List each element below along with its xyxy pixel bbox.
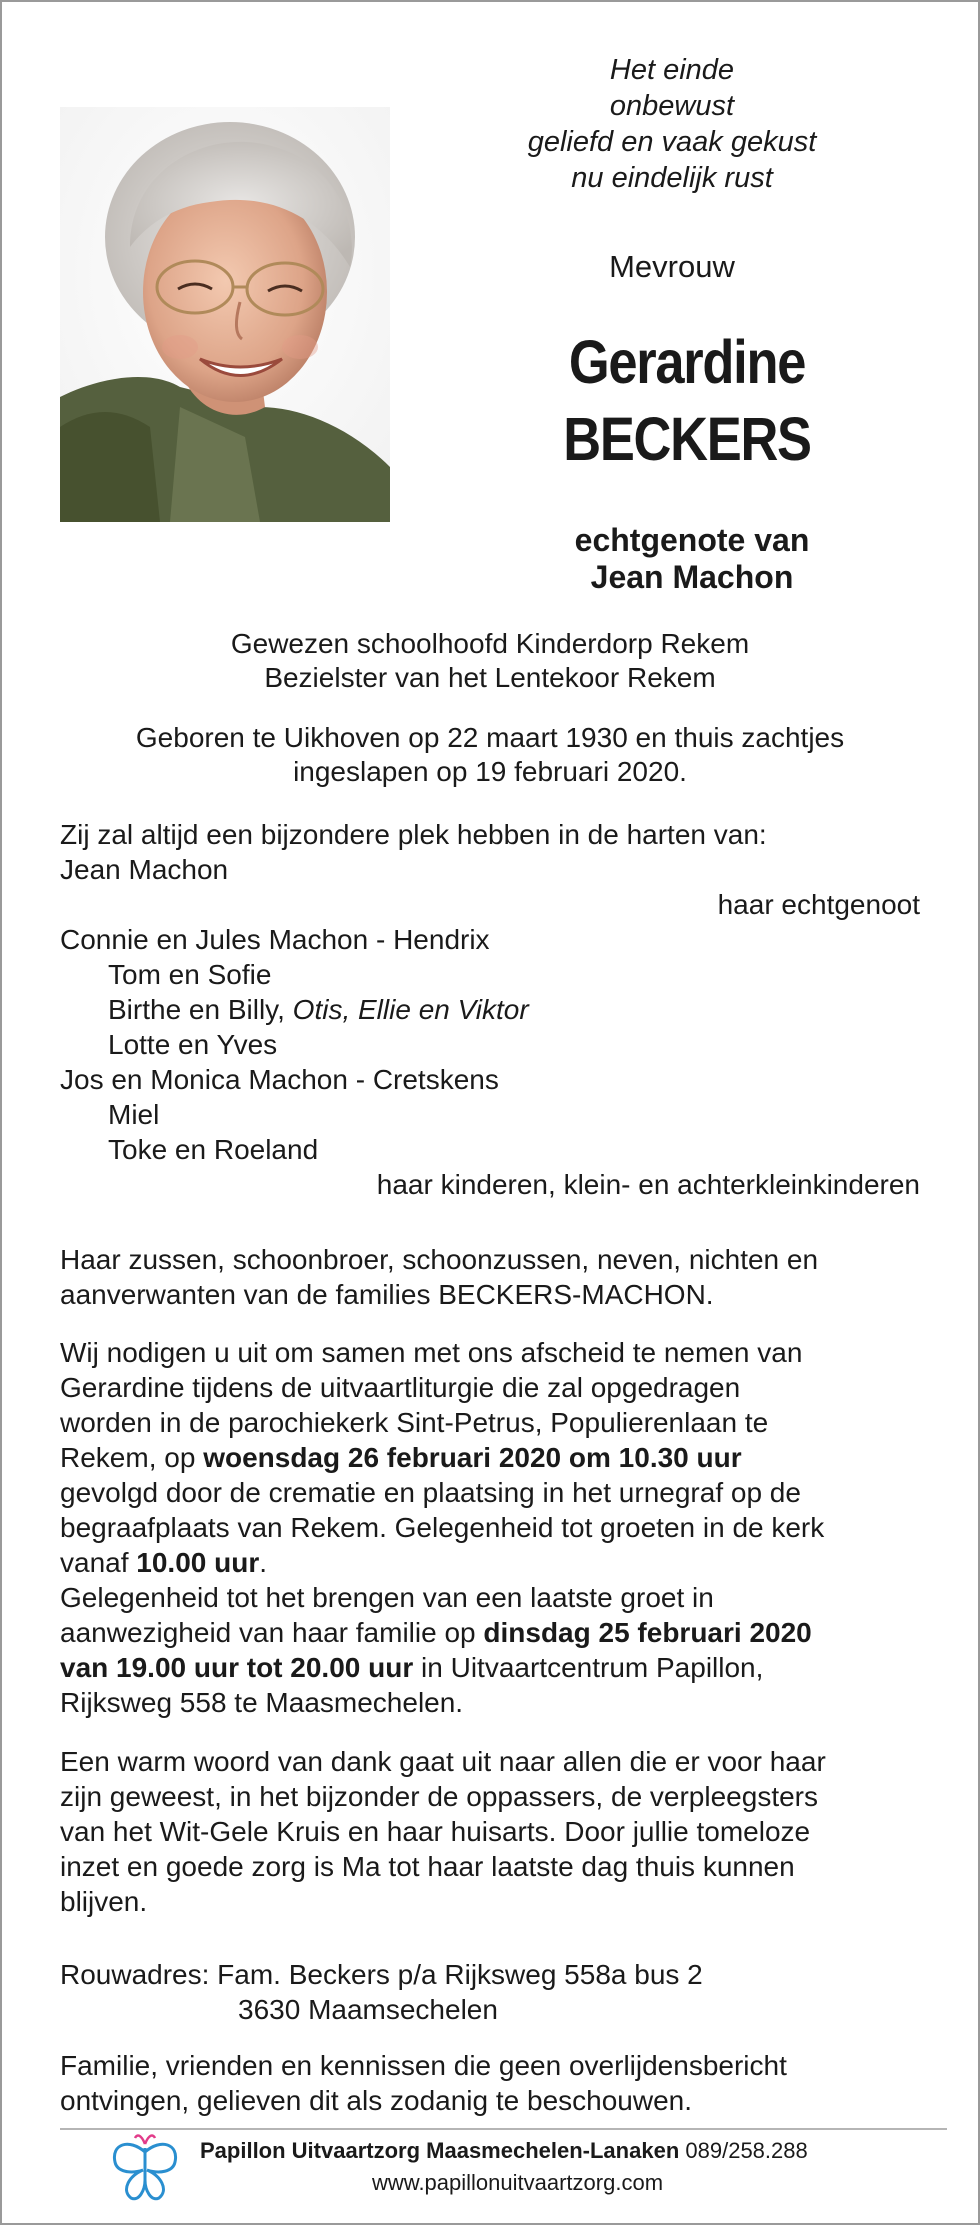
children-role: haar kinderen, klein- en achterkleinkinderen [376, 1169, 920, 1200]
funeral-home-name [200, 2138, 808, 2164]
company-website[interactable]: www.papillonuitvaartzorg.com [372, 2170, 664, 2195]
address-line: Rouwadres: Fam. Beckers p/a Rijksweg 558a bus 2 [60, 1959, 703, 1990]
relatives [60, 1242, 920, 1312]
thanks-line: inzet en goede zorg is Ma tot haar laatste dag thuis kunnen [60, 1851, 795, 1882]
husband-name: Jean Machon [60, 854, 229, 885]
birth-death-info [60, 721, 920, 789]
relatives-line: aanverwanten van de families BECKERS-MACHON. [60, 1279, 714, 1310]
spouse-name: Jean Machon [590, 559, 794, 595]
child-couple: Connie en Jules Machon - Hendrix [60, 924, 490, 955]
last-name: BECKERS [563, 405, 811, 473]
grandchild [60, 992, 920, 1027]
funeral-line: worden in de parochiekerk Sint-Petrus, Populierenlaan te [60, 1407, 769, 1438]
mourning-address [60, 1957, 920, 2027]
honorific: Mevrouw [609, 249, 735, 284]
thanks-line: blijven. [60, 1886, 148, 1917]
hearts-intro: Zij zal altijd een bijzondere plek hebben in de harten van: [60, 819, 767, 850]
funeral-line: Rijksweg 558 te Maasmechelen. [60, 1687, 464, 1718]
funeral-line: begraafplaats van Rekem. Gelegenheid tot groeten in de kerk [60, 1512, 825, 1543]
butterfly-logo-icon [107, 2130, 183, 2210]
spouse-relation: echtgenote van [574, 522, 810, 558]
thanks [60, 1744, 920, 1919]
funeral-line: gevolgd door de crematie en plaatsing in het urnegraf op de [60, 1477, 801, 1508]
funeral-line [60, 1650, 920, 1685]
funeral-line [60, 1545, 920, 1580]
funeral-text: vanaf [60, 1547, 129, 1578]
funeral-text: in Uitvaartcentrum Papillon, [421, 1652, 764, 1683]
greeting-time: 10.00 uur [136, 1547, 260, 1578]
notice-line: Familie, vrienden en kennissen die geen overlijdensbericht [60, 2050, 787, 2081]
poem-line: nu eindelijk rust [571, 162, 773, 194]
spouse-line [502, 522, 882, 596]
role-line: Gewezen schoolhoofd Kinderdorp Rekem [230, 628, 750, 659]
company-phone: 089/258.288 [685, 2138, 808, 2163]
visitation-date: dinsdag 25 februari 2020 [483, 1617, 812, 1648]
address-city: 3630 Maamsechelen [238, 1994, 498, 2025]
poem-line: onbewust [609, 90, 735, 122]
thanks-line: Een warm woord van dank gaat uit naar allen die er voor haar [60, 1746, 826, 1777]
funeral-text: aanwezigheid van haar familie op [60, 1617, 476, 1648]
thanks-line: van het Wit-Gele Kruis en haar huisarts. Door jullie tomeloze [60, 1816, 811, 1847]
birth-line: Geboren te Uikhoven op 22 maart 1930 en thuis zachtjes [135, 722, 845, 753]
grandchild: Lotte en Yves [108, 1029, 278, 1060]
funeral-text: Rekem, op [60, 1442, 196, 1473]
funeral-line: Gerardine tijdens de uitvaartliturgie die zal opgedragen [60, 1372, 741, 1403]
funeral-line [60, 1615, 920, 1650]
notice [60, 2048, 920, 2118]
funeral-line [60, 1440, 920, 1475]
roles [60, 627, 920, 695]
thanks-line: zijn geweest, in het bijzonder de oppassers, de verpleegsters [60, 1781, 818, 1812]
deceased-name [511, 324, 864, 478]
child-couple: Jos en Monica Machon - Cretskens [60, 1064, 499, 1095]
grandchild: Tom en Sofie [108, 959, 272, 990]
portrait-photo [60, 107, 390, 522]
poem [482, 52, 862, 196]
funeral-text: . [259, 1547, 268, 1578]
grandchild-couple: Birthe en Billy, [108, 994, 285, 1025]
relatives-line: Haar zussen, schoonbroer, schoonzussen, neven, nichten en [60, 1244, 819, 1275]
funeral-details [60, 1335, 920, 1720]
poem-line: geliefd en vaak gekust [527, 126, 817, 158]
notice-line: ontvingen, gelieven dit als zodanig te beschouwen. [60, 2085, 692, 2116]
death-line: ingeslapen op 19 februari 2020. [293, 756, 687, 787]
grandchild: Miel [108, 1099, 160, 1130]
grandchild: Toke en Roeland [108, 1134, 319, 1165]
husband-role: haar echtgenoot [717, 889, 920, 920]
great-grandchildren: Otis, Ellie en Viktor [292, 994, 529, 1025]
company-name: Papillon Uitvaartzorg Maasmechelen-Lanaken [200, 2138, 680, 2163]
first-name: Gerardine [568, 328, 806, 396]
family-list [60, 817, 920, 1202]
funeral-line: Gelegenheid tot het brengen van een laatste groet in [60, 1582, 714, 1613]
role-line: Bezielster van het Lentekoor Rekem [264, 662, 716, 693]
portrait-illustration [60, 107, 390, 522]
footer-divider [60, 2128, 947, 2130]
poem-line: Het einde [609, 54, 735, 86]
visitation-time: van 19.00 uur tot 20.00 uur [60, 1652, 414, 1683]
funeral-date: woensdag 26 februari 2020 om 10.30 uur [203, 1442, 742, 1473]
funeral-line: Wij nodigen u uit om samen met ons afscheid te nemen van [60, 1337, 803, 1368]
